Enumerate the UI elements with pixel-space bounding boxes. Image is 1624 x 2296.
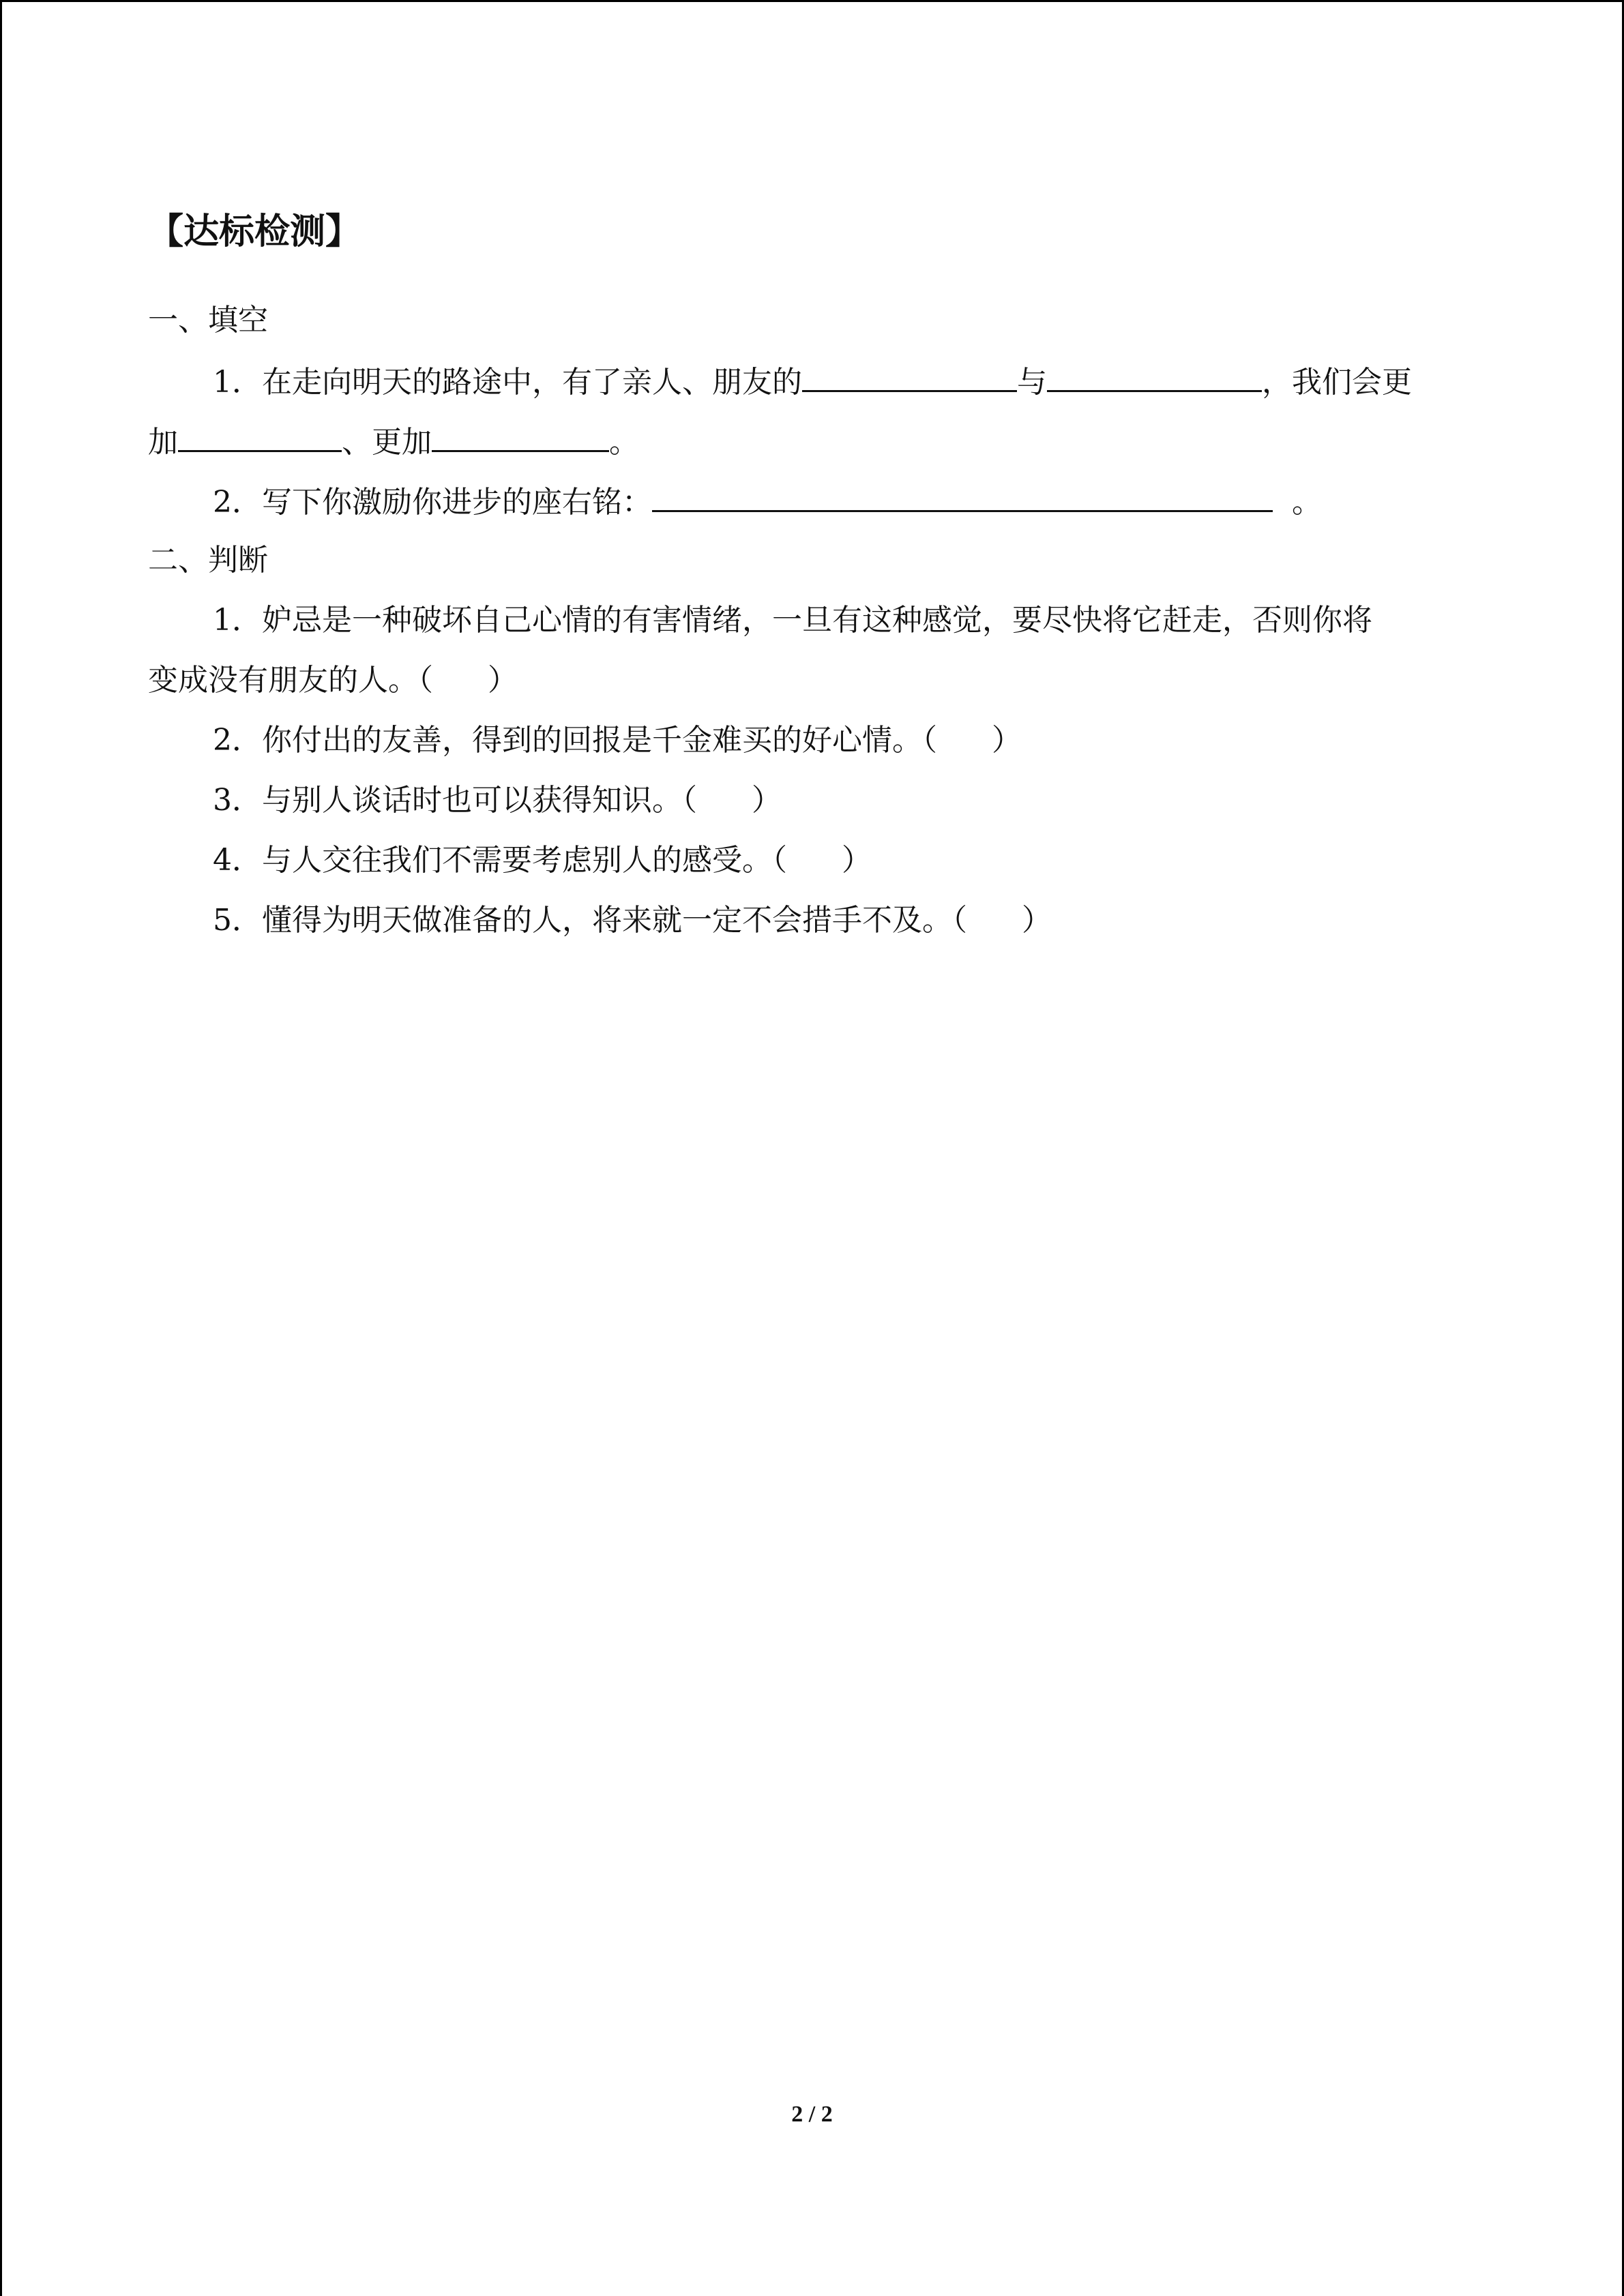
question-text: 写下你激励你进步的座右铭： [262, 485, 652, 520]
question-text: 与人交往我们不需要考虑别人的感受。（ [262, 843, 787, 878]
judge-question-4 [213, 840, 872, 881]
answer-blank[interactable] [802, 360, 1017, 392]
close-paren: ） [752, 783, 782, 818]
question-number: 2． [213, 723, 262, 758]
question-text: 在走向明天的路途中，有了亲人、朋友的 [262, 365, 802, 400]
fill-blank-question-1-continued [148, 420, 639, 463]
question-text: 妒忌是一种破坏自己心情的有害情绪，一旦有这种感觉，要尽快将它赶走，否则你将 [262, 603, 1372, 638]
answer-blank[interactable] [652, 480, 1273, 512]
judge-question-2 [213, 720, 1022, 761]
close-paren: ） [992, 723, 1022, 758]
question-number: 5． [213, 903, 262, 938]
question-number: 3． [213, 783, 262, 818]
judge-question-3 [213, 780, 782, 821]
answer-blank[interactable] [432, 420, 609, 452]
question-number: 2． [213, 485, 262, 520]
question-text: 。 [609, 425, 639, 460]
judge-question-1-continued [148, 660, 518, 701]
question-number: 4． [213, 843, 262, 878]
section-heading: 【达标检测】 [148, 211, 361, 252]
fill-blank-section-title: 一、填空 [148, 303, 268, 338]
question-text: ，我们会更 [1262, 365, 1412, 400]
fill-blank-question-2 [213, 480, 1322, 523]
answer-blank[interactable] [1047, 360, 1262, 392]
question-number: 1． [213, 603, 262, 638]
question-text: 、更加 [342, 425, 432, 460]
fill-blank-question-1 [213, 360, 1412, 403]
answer-blank[interactable] [178, 420, 342, 452]
close-paren: ） [842, 843, 872, 878]
question-number: 1． [213, 365, 262, 400]
question-text: 懂得为明天做准备的人，将来就一定不会措手不及。（ [262, 903, 967, 938]
question-text: 与别人谈话时也可以获得知识。（ [262, 783, 697, 818]
question-text: 加 [148, 425, 178, 460]
judge-section-title: 二、判断 [148, 543, 268, 578]
judge-question-5 [213, 900, 1052, 941]
judge-question-1 [213, 600, 1372, 641]
question-text: 与 [1017, 365, 1047, 400]
question-text: 你付出的友善，得到的回报是千金难买的好心情。（ [262, 723, 937, 758]
close-paren: ） [1022, 903, 1052, 938]
question-text: 。 [1292, 485, 1322, 520]
page-number: 2 / 2 [791, 2102, 833, 2127]
question-text: 变成没有朋友的人。（ [148, 663, 433, 698]
close-paren: ） [488, 663, 518, 698]
